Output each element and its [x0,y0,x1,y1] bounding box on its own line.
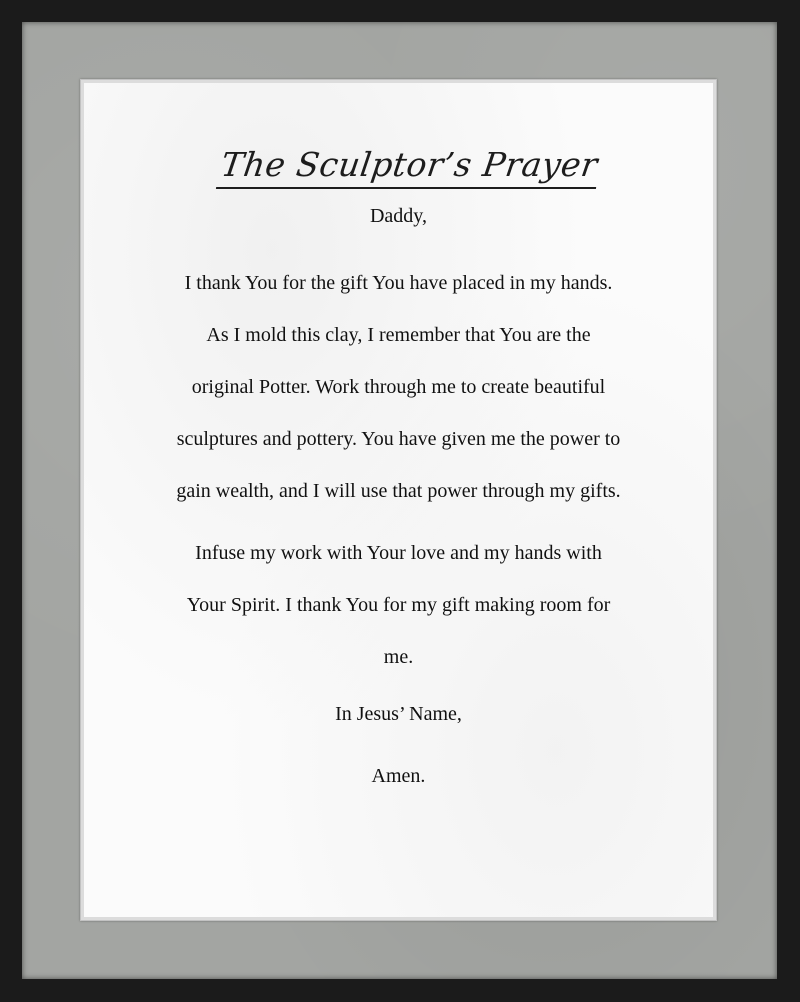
paragraph-2 [119,527,679,683]
paragraph-line: gain wealth, and I will use that power through my gifts. [176,480,621,502]
closing-line: In Jesus’ Name, [335,703,462,725]
gray-mat [22,22,777,979]
paragraph-line: original Potter. Work through me to create beautiful [191,376,606,398]
paper-border [80,79,717,921]
paragraph-1 [119,257,679,517]
document-title: The Sculptor’s Prayer [216,145,602,189]
prayer-document [84,83,713,917]
title-area [84,83,713,201]
paragraph-line: I thank You for the gift You have placed in my hands. [184,272,613,294]
paragraph-line: Your Spirit. I thank You for my gift making room for [186,594,611,616]
salutation: Daddy, [369,205,428,227]
paragraph-line: sculptures and pottery. You have given me the power to [176,428,621,450]
paragraph-line: me. [383,646,414,668]
paragraph-line: Infuse my work with Your love and my hands with [195,542,602,564]
paragraph-line: As I mold this clay, I remember that You are the [206,324,591,346]
signoff: Amen. [371,765,426,787]
